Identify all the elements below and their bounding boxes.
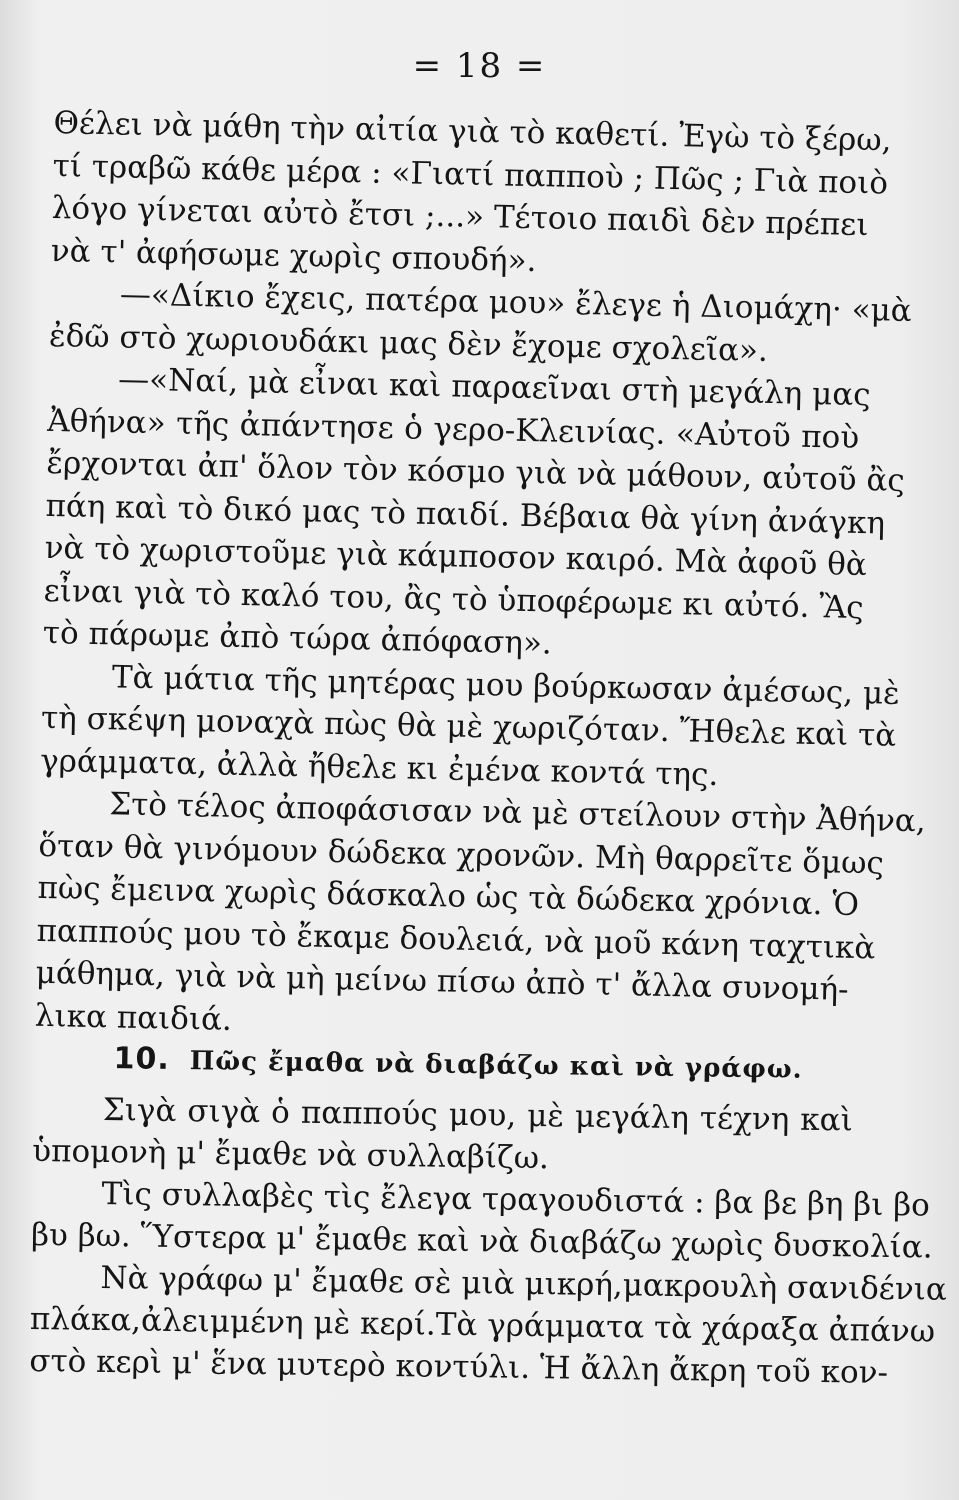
text-line: μάθημα, γιὰ νὰ μὴ μείνω πίσω ἀπὸ τ' ἄλλα συνομή- (35, 954, 849, 1008)
text-line: νὰ τ' ἀφήσωμε χωρὶς σπουδή». (50, 232, 537, 279)
page-number: = 18 = (412, 46, 547, 86)
text-line: πάη καὶ τὸ δικό μας τὸ παιδί. Βέβαια θὰ γίνη ἀνάγκη (45, 487, 886, 541)
text-line: Θέλει νὰ μάθη τὴν αἰτία γιὰ τὸ καθετί. Ἐγὼ τὸ ξέρω, (53, 104, 892, 159)
chapter-text (34, 102, 927, 1054)
text-line: ἐδῶ στὸ χωριουδάκι μας δὲν ἔχομε σχολεῖα». (48, 317, 769, 369)
text-line: γράμματα, ἀλλὰ ἤθελε κι ἐμένα κοντά της. (39, 742, 719, 793)
text-line: στὸ κερὶ μ' ἕνα μυτερὸ κοντύλι. Ἡ ἄλλη ἄκρη τοῦ κον- (29, 1342, 889, 1391)
section-title: Πῶς ἔμαθα νὰ διαβάζω καὶ νὰ γράφω. (189, 1046, 803, 1085)
text-line: τί τραβῶ κάθε μέρα : «Γιατί παπποὺ ; Πῶς ; Γιὰ ποιὸ (52, 147, 889, 201)
text-line: βυ βω. Ὕστερα μ' ἔμαθε καὶ νὰ διαβάζω χωρὶς δυσκολία. (30, 1216, 933, 1266)
text-line: νὰ τὸ χωριστοῦμε γιὰ κάμποσον καιρό. Μὰ ἀφοῦ θὰ (44, 529, 868, 584)
section-number: 10. (113, 1041, 170, 1077)
text-line: εἶναι γιὰ τὸ καλό του, ἂς τὸ ὑποφέρωμε κι αὐτό. Ἂς (43, 572, 864, 626)
text-line: λόγο γίνεται αὐτὸ ἔτσι ;...» Τέτοιο παιδὶ δὲν πρέπει (51, 189, 869, 244)
text-line: παππούς μου τὸ ἔκαμε δουλειά, νὰ μοῦ κάνη ταχτικὰ (36, 912, 876, 966)
text-line: πὼς ἔμεινα χωρὶς δάσκαλο ὡς τὰ δώδεκα χρόνια. Ὁ (37, 869, 860, 924)
text-line: Σιγὰ σιγὰ ὁ παππούς μου, μὲ μεγάλη τέχνη καὶ (102, 1091, 854, 1139)
text-line: Τὶς συλλαβὲς τὶς ἔλεγα τραγουδιστά : βα βε βη βι βο (101, 1175, 931, 1224)
text-line: τὸ πάρωμε ἀπὸ τώρα ἀπόφαση». (42, 614, 553, 662)
text-line: πλάκα,ἀλειμμένη μὲ κερί.Τὰ γράμματα τὰ χάραξα ἀπάνω (29, 1300, 936, 1350)
text-line: ἔρχονται ἀπ' ὅλον τὸν κόσμο γιὰ νὰ μάθουν, αὐτοῦ ἂς (46, 444, 906, 499)
text-line: Ἀθήνα» τῆς ἀπάντησε ὁ γερο-Κλεινίας. «Αὐτοῦ ποὺ (46, 402, 860, 456)
text-line: λικα παιδιά. (34, 997, 233, 1038)
text-line: τὴ σκέψη μοναχὰ πὼς θὰ μὲ χωριζόταν. Ἤθελε καὶ τὰ (40, 699, 897, 754)
text-line: —«Δίκιο ἔχεις, πατέρα μου» ἔλεγε ἡ Διομάχη· «μὰ (119, 276, 913, 330)
text-line: —«Ναί, μὰ εἶναι καὶ παραεῖναι στὴ μεγάλη μας (117, 361, 871, 414)
text-line: Νὰ γράφω μ' ἔμαθε σὲ μιὰ μικρή,μακρουλὴ σανιδένια (100, 1259, 948, 1308)
section-10 (29, 1028, 948, 1393)
text-line: ὅταν θὰ γινόμουν δώδεκα χρονῶν. Μὴ θαρρεῖτε ὅμως (38, 827, 885, 882)
text-line: ὑπομονὴ μ' ἔμαθε νὰ συλλαβίζω. (32, 1132, 550, 1177)
text-line: Στὸ τέλος ἀποφάσισαν νὰ μὲ στείλουν στὴν Ἀθήνα, (108, 786, 927, 840)
text-line: Τὰ μάτια τῆς μητέρας μου βούρκωσαν ἀμέσως, μὲ (111, 658, 901, 712)
